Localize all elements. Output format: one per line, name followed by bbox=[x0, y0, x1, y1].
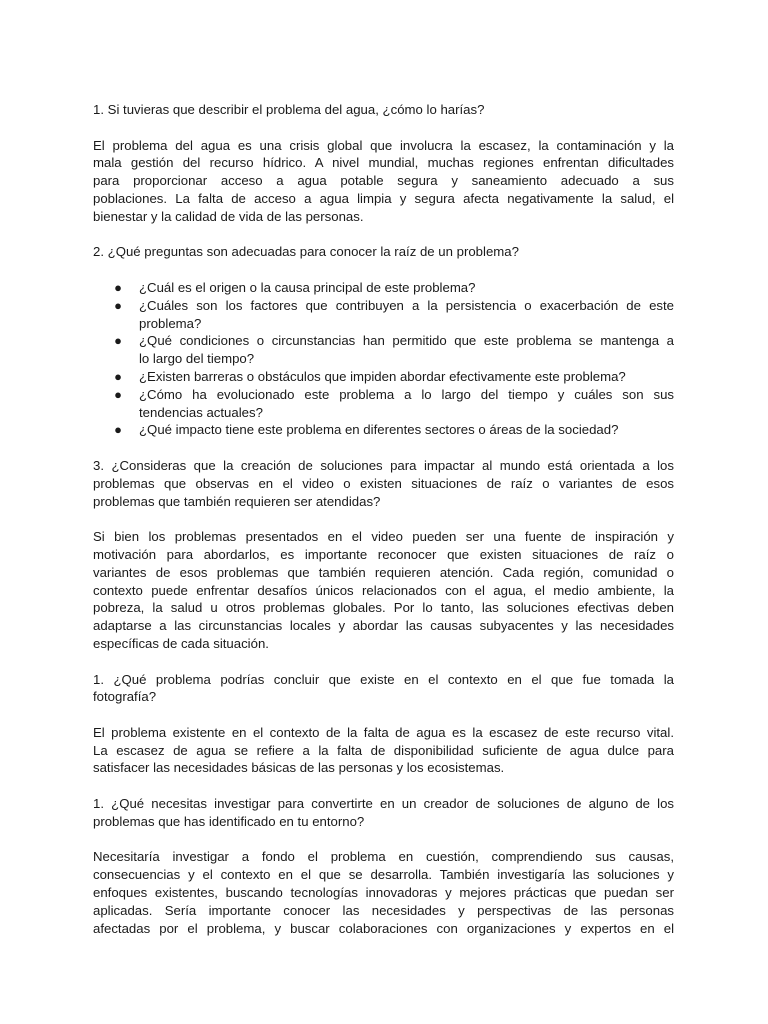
paragraph-line: mala gestión del recurso hídrico. A nivel mundial, muchas regiones enfrentan dificultades bbox=[93, 155, 674, 171]
paragraph-line: variantes de esos problemas que también requieren atención. Cada región, comunidad o bbox=[93, 564, 674, 580]
paragraph-line: enfoques existentes, buscando tecnologías innovadoras y mejores prácticas que puedan ser bbox=[93, 885, 674, 901]
question-4-title bbox=[93, 671, 674, 707]
question-5-title bbox=[93, 795, 674, 831]
list-item bbox=[93, 368, 674, 386]
paragraph-line: 1. ¿Qué necesitas investigar para convertirte en un creador de soluciones de alguno de los bbox=[93, 796, 674, 812]
answer-3-paragraph bbox=[93, 528, 674, 653]
list-item-text: ¿Cómo ha evolucionado este problema a lo largo del tiempo y cuáles son sus bbox=[139, 386, 674, 402]
list-item bbox=[93, 386, 674, 422]
paragraph-line: adaptarse a las circunstancias locales y abordar las causas subyacentes y las necesidades bbox=[93, 618, 674, 634]
paragraph-line: 3. ¿Consideras que la creación de soluciones para impactar al mundo está orientada a los bbox=[93, 457, 674, 473]
paragraph-line: pobreza, la salud u otros problemas globales. Por lo tanto, las soluciones efectivas deben bbox=[93, 600, 674, 616]
paragraph-line: problemas que has identificado en tu entorno? bbox=[93, 813, 365, 829]
list-item-text: tendencias actuales? bbox=[139, 404, 263, 420]
list-item-text: ¿Qué condiciones o circunstancias han permitido que este problema se mantenga a bbox=[139, 333, 674, 349]
paragraph-line: La escasez de agua se refiere a la falta de disponibilidad suficiente de agua dulce para bbox=[93, 742, 674, 758]
paragraph-line: poblaciones. La falta de acceso a agua limpia y segura afecta negativamente la salud, el bbox=[93, 190, 674, 206]
list-item-text: ¿Existen barreras o obstáculos que impiden abordar efectivamente este problema? bbox=[139, 368, 626, 384]
question-1-title: 1. Si tuvieras que describir el problema del agua, ¿cómo lo harías? bbox=[93, 102, 485, 117]
document-page bbox=[93, 101, 674, 937]
list-item-text: ¿Cuál es el origen o la causa principal de este problema? bbox=[139, 279, 476, 295]
bullet-icon: ● bbox=[114, 386, 122, 402]
paragraph-line: contexto puede enfrentar desafíos únicos relacionados con el agua, el medio ambiente, la bbox=[93, 582, 674, 598]
list-item-text: ¿Cuáles son los factores que contribuyen a la persistencia o exacerbación de este bbox=[139, 297, 674, 313]
paragraph-line: problemas que también requieren ser atendidas? bbox=[93, 493, 381, 509]
paragraph-line: aplicadas. Sería importante conocer las necesidades y perspectivas de las personas bbox=[93, 902, 674, 918]
bullet-icon: ● bbox=[114, 333, 122, 349]
paragraph-line: 1. ¿Qué problema podrías concluir que existe en el contexto en el que fue tomada la bbox=[93, 671, 674, 687]
bullet-icon: ● bbox=[114, 368, 122, 384]
paragraph-line: específicas de cada situación. bbox=[93, 635, 269, 651]
paragraph-line: motivación para abordarlos, es importante reconocer que existen situaciones de raíz o bbox=[93, 546, 674, 562]
paragraph-line: El problema existente en el contexto de la falta de agua es la escasez de este recurso vital. bbox=[93, 724, 674, 740]
paragraph-line: afectadas por el problema, y buscar colaboraciones con organizaciones y expertos en el bbox=[93, 920, 674, 936]
paragraph-line: Si bien los problemas presentados en el video pueden ser una fuente de inspiración y bbox=[93, 529, 674, 545]
root-cause-questions-list bbox=[93, 279, 674, 439]
answer-5-paragraph bbox=[93, 848, 674, 937]
question-2-title: 2. ¿Qué preguntas son adecuadas para conocer la raíz de un problema? bbox=[93, 244, 519, 260]
paragraph-line: satisfacer las necesidades básicas de las personas y los ecosistemas. bbox=[93, 760, 505, 776]
list-item-text: problema? bbox=[139, 315, 202, 331]
bullet-icon: ● bbox=[114, 279, 122, 295]
paragraph-line: El problema del agua es una crisis global que involucra la escasez, la contaminación y la bbox=[93, 137, 674, 153]
answer-4-paragraph bbox=[93, 724, 674, 777]
paragraph-line: para proporcionar acceso a agua potable segura y saneamiento adecuado a sus bbox=[93, 173, 674, 189]
paragraph-line: problemas que observas en el video o existen situaciones de raíz o variantes de esos bbox=[93, 475, 674, 491]
answer-1-paragraph bbox=[93, 137, 674, 226]
paragraph-line: fotografía? bbox=[93, 689, 157, 705]
paragraph-line: Necesitaría investigar a fondo el problema en cuestión, comprendiendo sus causas, bbox=[93, 849, 674, 865]
bullet-icon: ● bbox=[114, 297, 122, 313]
list-item bbox=[93, 332, 674, 368]
list-item bbox=[93, 421, 674, 439]
list-item-text: ¿Qué impacto tiene este problema en diferentes sectores o áreas de la sociedad? bbox=[139, 422, 619, 438]
list-item-text: lo largo del tiempo? bbox=[139, 351, 255, 367]
question-3-title bbox=[93, 457, 674, 510]
bullet-icon: ● bbox=[114, 422, 122, 438]
paragraph-line: consecuencias y el contexto en el que se desarrolla. También investigaría las soluciones y bbox=[93, 867, 674, 883]
paragraph-line: bienestar y la calidad de vida de las personas. bbox=[93, 208, 364, 224]
list-item bbox=[93, 279, 674, 297]
list-item bbox=[93, 297, 674, 333]
